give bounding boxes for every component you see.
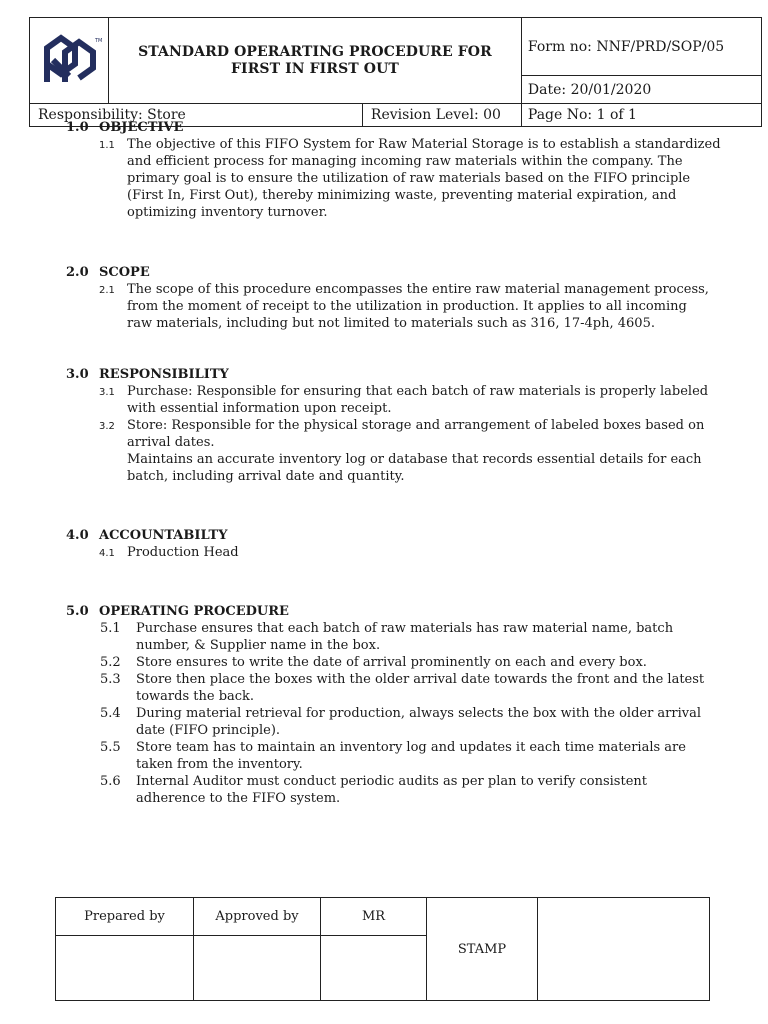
title-line-2: FIRST IN FIRST OUT bbox=[231, 60, 399, 77]
section-heading bbox=[66, 603, 726, 620]
step-line: Purchase ensures that each batch of raw materials has raw material name, batch bbox=[136, 621, 674, 636]
revision-level: Revision Level: 00 bbox=[362, 104, 521, 127]
section-number: 5.0 bbox=[66, 604, 89, 619]
procedure-step bbox=[66, 705, 726, 739]
item-number: 1.1 bbox=[99, 140, 115, 151]
section-number: 1.0 bbox=[66, 120, 89, 135]
procedure-step bbox=[66, 773, 726, 807]
item-line: from the moment of receipt to the utilization in production. It applies to all incoming bbox=[127, 299, 687, 314]
page-number: Page No: 1 of 1 bbox=[521, 104, 761, 127]
list-item bbox=[66, 281, 726, 332]
responsibility-cell: Responsibility: Store bbox=[30, 104, 363, 127]
section-title: SCOPE bbox=[99, 265, 150, 280]
item-line: (First In, First Out), thereby minimizing waste, preventing material expiration, and bbox=[127, 188, 677, 203]
stamp-label: STAMP bbox=[427, 898, 538, 1001]
procedure-step bbox=[66, 620, 726, 654]
section-number: 4.0 bbox=[66, 528, 89, 543]
mr-label: MR bbox=[321, 898, 427, 936]
item-line: primary goal is to ensure the utilization of raw materials based on the FIFO principle bbox=[127, 171, 691, 186]
item-number: 4.1 bbox=[99, 548, 115, 559]
list-item bbox=[66, 417, 726, 451]
procedure-step bbox=[66, 671, 726, 705]
item-number: 3.1 bbox=[99, 387, 115, 398]
section-title: OBJECTIVE bbox=[99, 120, 184, 135]
item-line: arrival dates. bbox=[127, 435, 215, 450]
step-number: 5.3 bbox=[100, 672, 121, 687]
step-line: During material retrieval for production, always selects the box with the older arrival bbox=[136, 706, 702, 721]
item-line: with essential information upon receipt. bbox=[127, 401, 392, 416]
step-line: number, & Supplier name in the box. bbox=[136, 638, 381, 653]
section-title: OPERATING PROCEDURE bbox=[99, 604, 289, 619]
section-heading bbox=[66, 366, 726, 383]
step-line: Store ensures to write the date of arrival prominently on each and every box. bbox=[136, 655, 647, 670]
prepared-by-label: Prepared by bbox=[56, 898, 194, 936]
step-line: date (FIFO principle). bbox=[136, 723, 281, 738]
step-number: 5.2 bbox=[100, 655, 121, 670]
step-number: 5.5 bbox=[100, 740, 121, 755]
mr-signature bbox=[321, 936, 427, 1001]
section-operating-procedure bbox=[66, 603, 726, 807]
step-line: Store then place the boxes with the older arrival date towards the front and the latest bbox=[136, 672, 705, 687]
list-item bbox=[66, 383, 726, 417]
list-item bbox=[66, 136, 726, 221]
step-number: 5.4 bbox=[100, 706, 121, 721]
step-line: towards the back. bbox=[136, 689, 255, 704]
item-line: raw materials, including but not limited to materials such as 316, 17-4ph, 4605. bbox=[127, 316, 655, 331]
item-line: The scope of this procedure encompasses the entire raw material management process, bbox=[127, 282, 709, 297]
step-number: 5.1 bbox=[100, 621, 121, 636]
svg-text:TM: TM bbox=[95, 37, 103, 44]
item-line: and efficient process for managing incoming raw materials within the company. The bbox=[127, 154, 683, 169]
form-number: Form no: NNF/PRD/SOP/05 bbox=[521, 18, 761, 76]
item-line: Store: Responsible for the physical storage and arrangement of labeled boxes based on bbox=[127, 418, 705, 433]
section-accountability bbox=[66, 527, 726, 561]
logo-cell bbox=[30, 18, 109, 104]
section-heading bbox=[66, 527, 726, 544]
item-line: Purchase: Responsible for ensuring that each batch of raw materials is properly labeled bbox=[127, 384, 709, 399]
step-line: taken from the inventory. bbox=[136, 757, 303, 772]
item-number: 3.2 bbox=[99, 421, 115, 432]
item-line: Maintains an accurate inventory log or database that records essential details for each bbox=[127, 452, 702, 467]
procedure-step bbox=[66, 654, 726, 671]
section-number: 2.0 bbox=[66, 265, 89, 280]
item-line: The objective of this FIFO System for Raw Material Storage is to establish a standardized bbox=[127, 137, 721, 152]
company-logo-icon bbox=[35, 30, 103, 88]
step-line: Internal Auditor must conduct periodic audits as per plan to verify consistent bbox=[136, 774, 647, 789]
item-continuation bbox=[66, 451, 726, 485]
title-line-1: STANDARD OPERARTING PROCEDURE FOR bbox=[138, 43, 492, 60]
stamp-area bbox=[538, 898, 710, 1001]
approved-by-signature bbox=[194, 936, 321, 1001]
document-header bbox=[29, 17, 762, 127]
item-line: batch, including arrival date and quantity. bbox=[127, 469, 405, 484]
list-item bbox=[66, 544, 726, 561]
section-heading bbox=[66, 119, 726, 136]
section-scope bbox=[66, 264, 726, 332]
prepared-by-signature bbox=[56, 936, 194, 1001]
section-title: RESPONSIBILITY bbox=[99, 367, 229, 382]
section-objective bbox=[66, 119, 726, 221]
step-line: adherence to the FIFO system. bbox=[136, 791, 341, 806]
procedure-step bbox=[66, 739, 726, 773]
document-date: Date: 20/01/2020 bbox=[521, 76, 761, 104]
step-number: 5.6 bbox=[100, 774, 121, 789]
document-title bbox=[109, 18, 522, 104]
item-line: optimizing inventory turnover. bbox=[127, 205, 328, 220]
item-number: 2.1 bbox=[99, 285, 115, 296]
approved-by-label: Approved by bbox=[194, 898, 321, 936]
section-responsibility bbox=[66, 366, 726, 485]
section-number: 3.0 bbox=[66, 367, 89, 382]
signature-table bbox=[55, 897, 710, 1001]
section-title: ACCOUNTABILTY bbox=[99, 528, 228, 543]
item-line: Production Head bbox=[127, 545, 239, 560]
step-line: Store team has to maintain an inventory log and updates it each time materials are bbox=[136, 740, 686, 755]
section-heading bbox=[66, 264, 726, 281]
